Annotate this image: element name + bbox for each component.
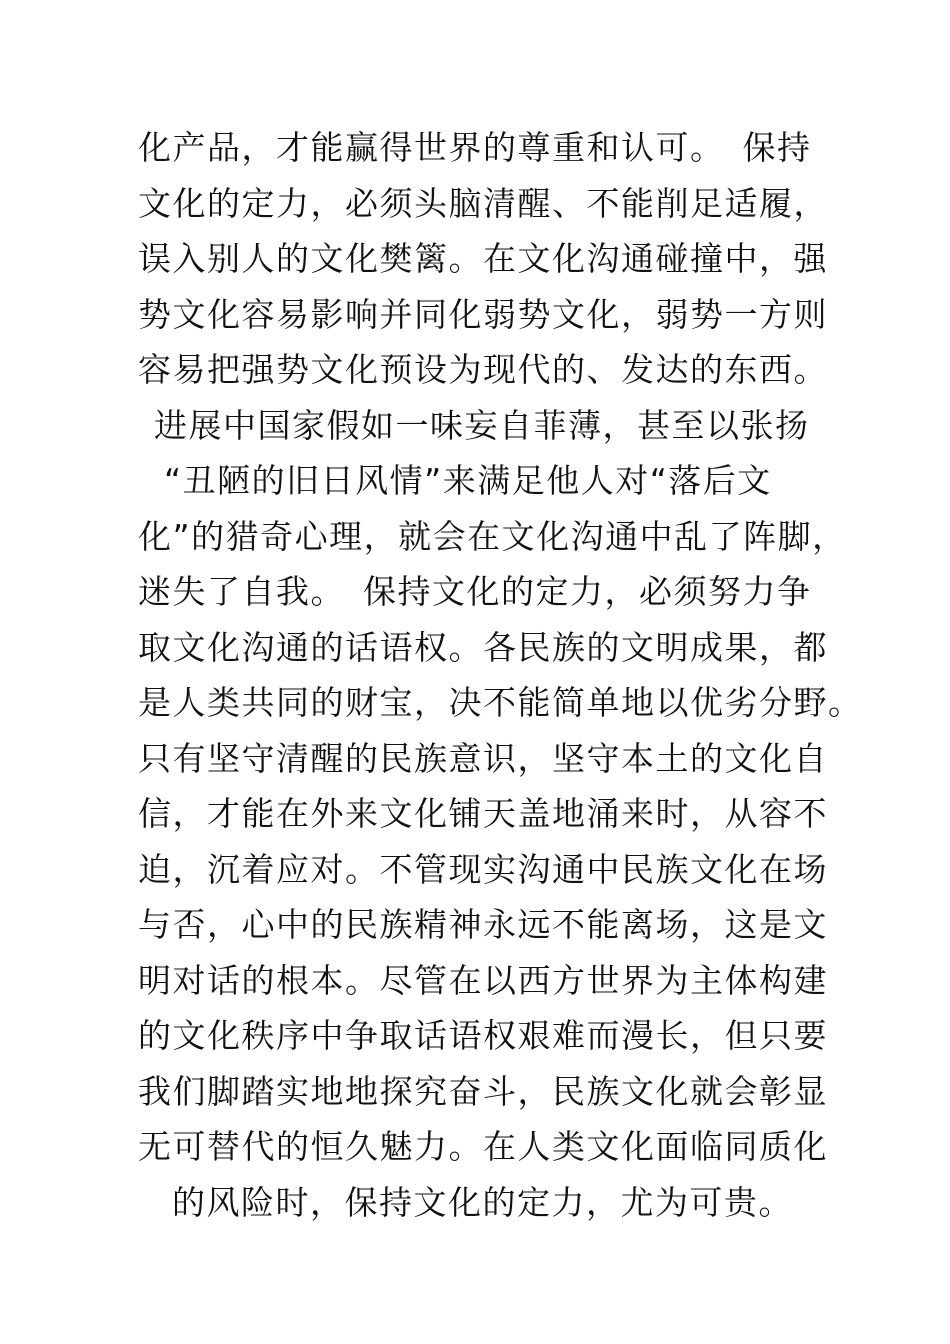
text-line: 势文化容易影响并同化弱势文化，弱势一方则 — [138, 294, 828, 334]
text-line: 容易把强势文化预设为现代的、发达的东西。 — [138, 350, 828, 389]
text-line: 我们脚踏实地地探究奋斗，民族文化就会彰显 — [138, 1071, 828, 1111]
text-line: 与否，心中的民族精神永远不能离场，这是文 — [138, 905, 828, 944]
text-line: 化产品，才能赢得世界的尊重和认可。 保持 — [138, 128, 812, 167]
text-line: 误入别人的文化樊篱。在文化沟通碰撞中，强 — [138, 239, 828, 278]
text-line: 迷失了自我。 保持文化的定力，必须努力争 — [138, 572, 812, 611]
text-line: 是人类共同的财宝，决不能简单地以优劣分野。 — [138, 683, 863, 722]
text-line: 的文化秩序中争取话语权艰难而漫长，但只要 — [138, 1016, 828, 1055]
text-line: 化”的猎奇心理，就会在文化沟通中乱了阵脚， — [138, 516, 847, 556]
text-line: 文化的定力，必须头脑清醒、不能削足适履， — [138, 183, 828, 223]
text-line: 只有坚守清醒的民族意识，坚守本土的文化自 — [138, 738, 828, 778]
text-line: 取文化沟通的话语权。各民族的文明成果，都 — [138, 627, 828, 667]
text-line: 迫，沉着应对。不管现实沟通中民族文化在场 — [138, 849, 828, 889]
text-line: “丑陋的旧日风情”来满足他人对“落后文 — [164, 461, 772, 500]
body-text — [0, 120, 950, 1230]
text-line: 信，才能在外来文化铺天盖地涌来时，从容不 — [138, 794, 828, 833]
text-line: 明对话的根本。尽管在以西方世界为主体构建 — [138, 960, 828, 1000]
text-line: 的风险时，保持文化的定力，尤为可贵。 — [172, 1182, 793, 1222]
text-line: 进展中国家假如一味妄自菲薄，甚至以张扬 — [154, 405, 810, 445]
text-line: 无可替代的恒久魅力。在人类文化面临同质化 — [138, 1127, 828, 1166]
